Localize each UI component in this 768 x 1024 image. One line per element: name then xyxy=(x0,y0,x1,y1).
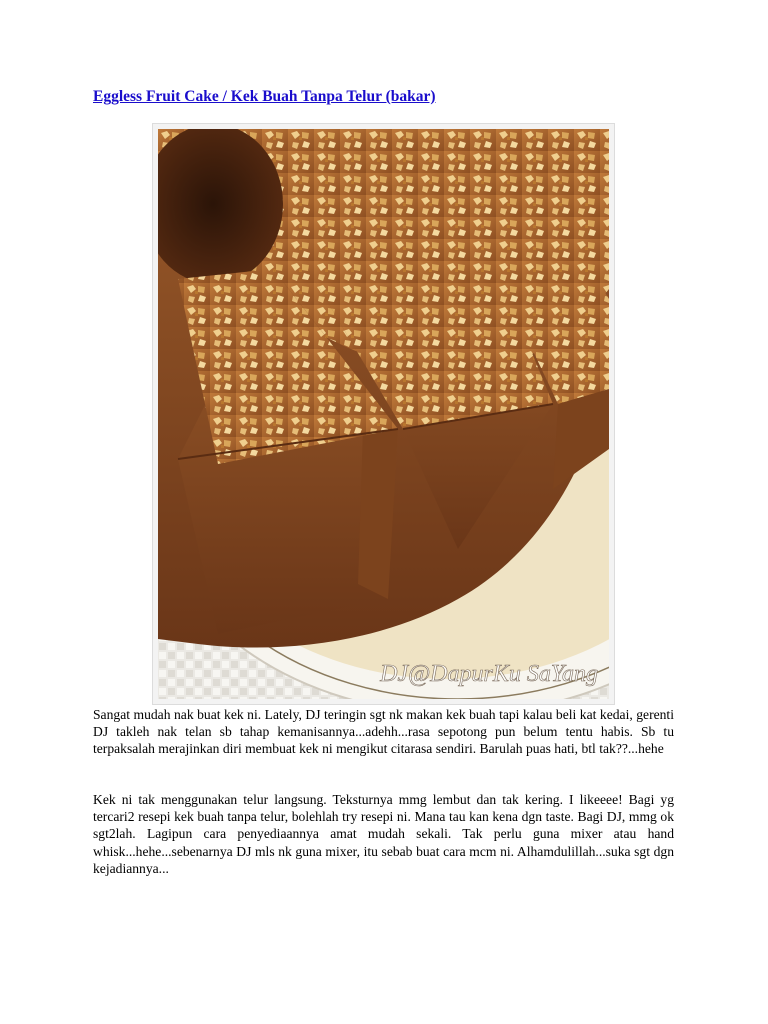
cake-photo xyxy=(152,123,615,705)
body-paragraph-2: Kek ni tak menggunakan telur langsung. Teksturnya mmg lembut dan tak kering. I likeeee! Bagi yg tercari2 resepi kek buah tanpa telur, bolehlah try resepi ni. Mana tau kan kena dgn taste. Bagi DJ, mmg ok sgt2lah. Lagipun cara penyediaannya amat mudah sekali. Tak perlu guna mixer atau hand whisk...hehe...sebenarnya DJ mls nk guna mixer, itu sebab buat cara mcm ni. Alhamdulillah...suka sgt dgn kejadiannya... xyxy=(93,792,674,876)
body-paragraph-1: Sangat mudah nak buat kek ni. Lately, DJ teringin sgt nk makan kek buah tapi kalau beli kat kedai, gerenti DJ takleh nak telan sb tahap kemanisannya...adehh...rasa sepotong pun belum tentu habis. Sb tu terpaksalah merajinkan diri membuat kek ni mengikut citarasa sendiri. Barulah puas hati, btl tak??...hehe xyxy=(93,707,674,757)
post-title-link[interactable]: Eggless Fruit Cake / Kek Buah Tanpa Telur (bakar) xyxy=(93,88,436,105)
photo-watermark: DJ@DapurKu SaYang xyxy=(380,661,598,687)
cake-illustration xyxy=(158,129,609,699)
